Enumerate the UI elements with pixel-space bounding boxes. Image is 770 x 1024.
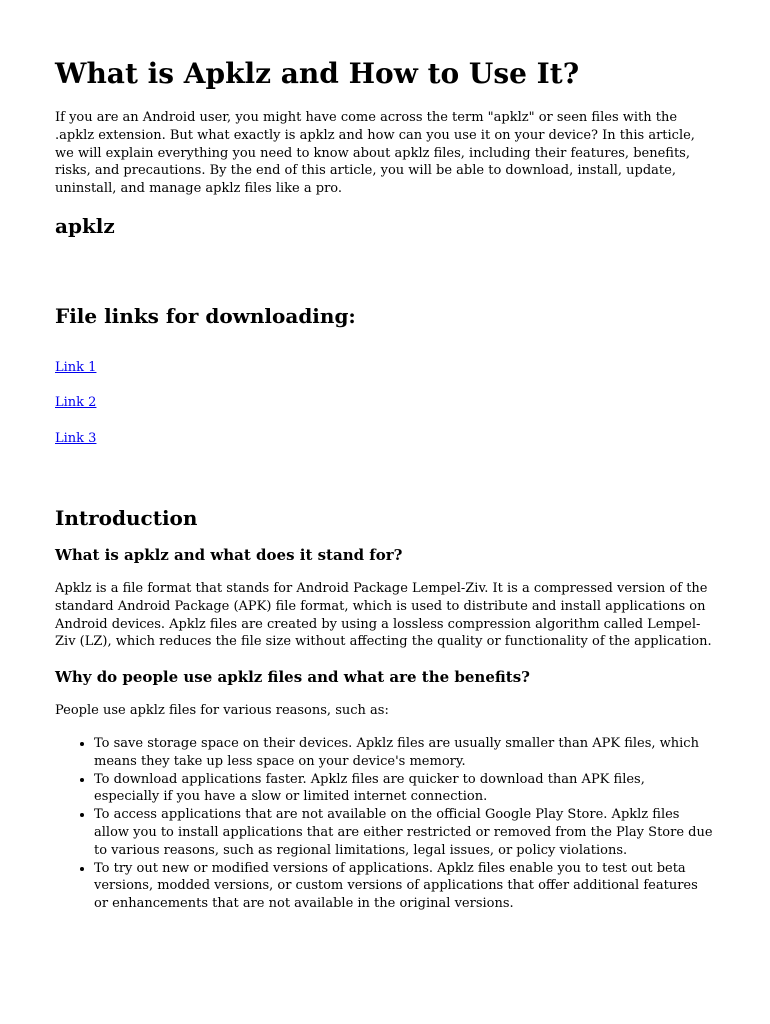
list-item: • To save storage space on their devices. Apklz files are usually smaller than APK files, which means they take up less space on your device's memory. [94,735,714,771]
why-use-apklz-heading: Why do people use apklz files and what are the benefits? [55,668,530,687]
what-is-apklz-heading: What is apklz and what does it stand for? [55,545,403,564]
file-links-heading: File links for downloading: [55,303,356,328]
list-item: • To download applications faster. Apklz files are quicker to download than APK files, especially if you have a slow or limited internet connection. [94,771,714,807]
what-is-apklz-paragraph: Apklz is a file format that stands for Android Package Lempel-Ziv. It is a compressed version of the standard Android Package (APK) file format, which is used to distribute and install applications on Android devices. Apklz files are created by using a lossless compression algorithm called Lempel-Ziv (LZ), which reduces the file size without affecting the quality or functionality of the application. [55,580,712,650]
download-link-2[interactable]: Link 2 [55,395,97,411]
apklz-subheading: apklz [55,213,115,238]
list-item: • To try out new or modified versions of applications. Apklz files enable you to test out beta versions, modded versions, or custom versions of applications that offer additional features or enhancements that are not available in the original versions. [94,860,714,913]
download-link-3[interactable]: Link 3 [55,430,97,446]
intro-paragraph: If you are an Android user, you might have come across the term "apklz" or seen files with the .apklz extension. But what exactly is apklz and how can you use it on your device? In this article, we will explain everything you need to know about apklz files, including their features, benefits, risks, and precautions. By the end of this article, you will be able to download, install, update, uninstall, and manage apklz files like a pro. [55,110,695,197]
download-links [55,359,714,447]
introduction-heading: Introduction [55,505,198,530]
why-use-apklz-paragraph: People use apklz files for various reasons, such as: [55,703,389,719]
article-title: What is Apklz and How to Use It? [55,57,580,90]
reasons-list [55,735,714,913]
list-item: • To access applications that are not available on the official Google Play Store. Apklz files allow you to install applications that are either restricted or removed from the Play Store due to various reasons, such as regional limitations, legal issues, or policy violations. [94,806,714,859]
download-link-1[interactable]: Link 1 [55,359,97,375]
